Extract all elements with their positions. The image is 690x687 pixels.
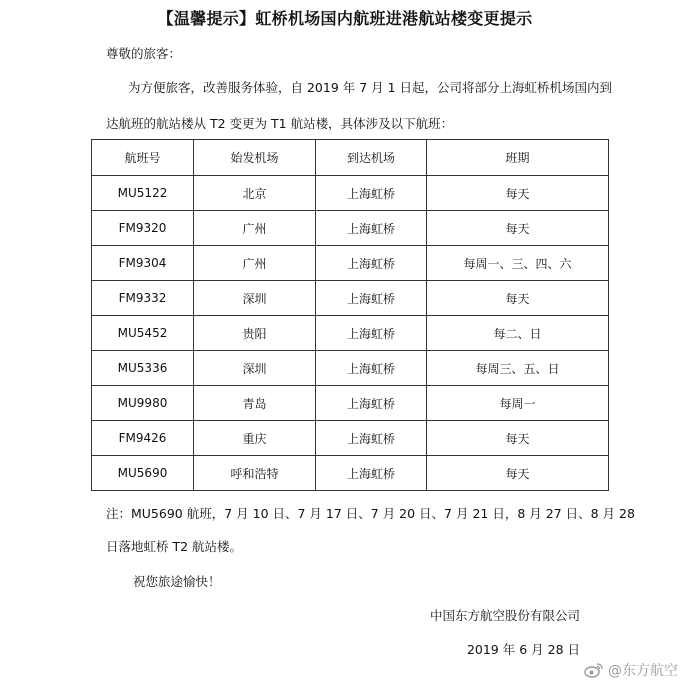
notice-title: 【温馨提示】虹桥机场国内航班进港航站楼变更提示	[157, 9, 533, 28]
watermark-text: @东方航空	[608, 663, 678, 679]
table-row	[92, 386, 609, 421]
header-flight-number: 航班号	[92, 140, 194, 176]
origin-cell: 重庆	[194, 421, 316, 456]
destination-cell: 上海虹桥	[316, 281, 427, 316]
flight-number-cell: MU5690	[92, 456, 194, 491]
destination-cell: 上海虹桥	[316, 176, 427, 211]
schedule-cell: 每周三、五、日	[427, 351, 609, 386]
flight-table	[91, 139, 609, 491]
schedule-cell: 每二、日	[427, 316, 609, 351]
schedule-cell: 每天	[427, 421, 609, 456]
origin-cell: 广州	[194, 211, 316, 246]
destination-cell: 上海虹桥	[316, 211, 427, 246]
header-destination-airport: 到达机场	[316, 140, 427, 176]
table-row	[92, 316, 609, 351]
table-row	[92, 456, 609, 491]
destination-cell: 上海虹桥	[316, 316, 427, 351]
table-row	[92, 211, 609, 246]
table-header-row	[92, 140, 609, 176]
flight-number-cell: FM9426	[92, 421, 194, 456]
flight-number-cell: FM9332	[92, 281, 194, 316]
flight-number-cell: MU5336	[92, 351, 194, 386]
destination-cell: 上海虹桥	[316, 386, 427, 421]
weibo-watermark	[584, 660, 678, 680]
origin-cell: 深圳	[194, 351, 316, 386]
note-line-2: 日落地虹桥 T2 航站楼。	[106, 539, 243, 554]
table-row	[92, 351, 609, 386]
destination-cell: 上海虹桥	[316, 351, 427, 386]
origin-cell: 贵阳	[194, 316, 316, 351]
header-schedule: 班期	[427, 140, 609, 176]
origin-cell: 北京	[194, 176, 316, 211]
origin-cell: 青岛	[194, 386, 316, 421]
destination-cell: 上海虹桥	[316, 246, 427, 281]
table-row	[92, 246, 609, 281]
paragraph-line-2: 达航班的航站楼从 T2 变更为 T1 航站楼，具体涉及以下航班：	[106, 116, 454, 131]
schedule-cell: 每天	[427, 176, 609, 211]
header-origin-airport: 始发机场	[194, 140, 316, 176]
schedule-cell: 每天	[427, 456, 609, 491]
weibo-icon	[584, 662, 604, 678]
flight-number-cell: MU9980	[92, 386, 194, 421]
origin-cell: 广州	[194, 246, 316, 281]
signature-date: 2019 年 6 月 28 日	[466, 642, 580, 657]
greeting: 尊敬的旅客：	[106, 46, 182, 61]
schedule-cell: 每天	[427, 211, 609, 246]
company-signature: 中国东方航空股份有限公司	[429, 608, 580, 623]
closing-wish: 祝您旅途愉快！	[133, 574, 221, 589]
flight-number-cell: MU5452	[92, 316, 194, 351]
note-line-1: 注：MU5690 航班，7 月 10 日、7 月 17 日、7 月 20 日、7 月 21 日，8 月 27 日、8 月 28	[106, 506, 635, 521]
table-row	[92, 176, 609, 211]
origin-cell: 呼和浩特	[194, 456, 316, 491]
table-row	[92, 281, 609, 316]
schedule-cell: 每天	[427, 281, 609, 316]
destination-cell: 上海虹桥	[316, 421, 427, 456]
paragraph-line-1: 为方便旅客，改善服务体验，自 2019 年 7 月 1 日起，公司将部分上海虹桥机场国内到	[128, 80, 613, 95]
flight-number-cell: FM9320	[92, 211, 194, 246]
schedule-cell: 每周一、三、四、六	[427, 246, 609, 281]
flight-number-cell: MU5122	[92, 176, 194, 211]
table-row	[92, 421, 609, 456]
flight-number-cell: FM9304	[92, 246, 194, 281]
destination-cell: 上海虹桥	[316, 456, 427, 491]
origin-cell: 深圳	[194, 281, 316, 316]
schedule-cell: 每周一	[427, 386, 609, 421]
